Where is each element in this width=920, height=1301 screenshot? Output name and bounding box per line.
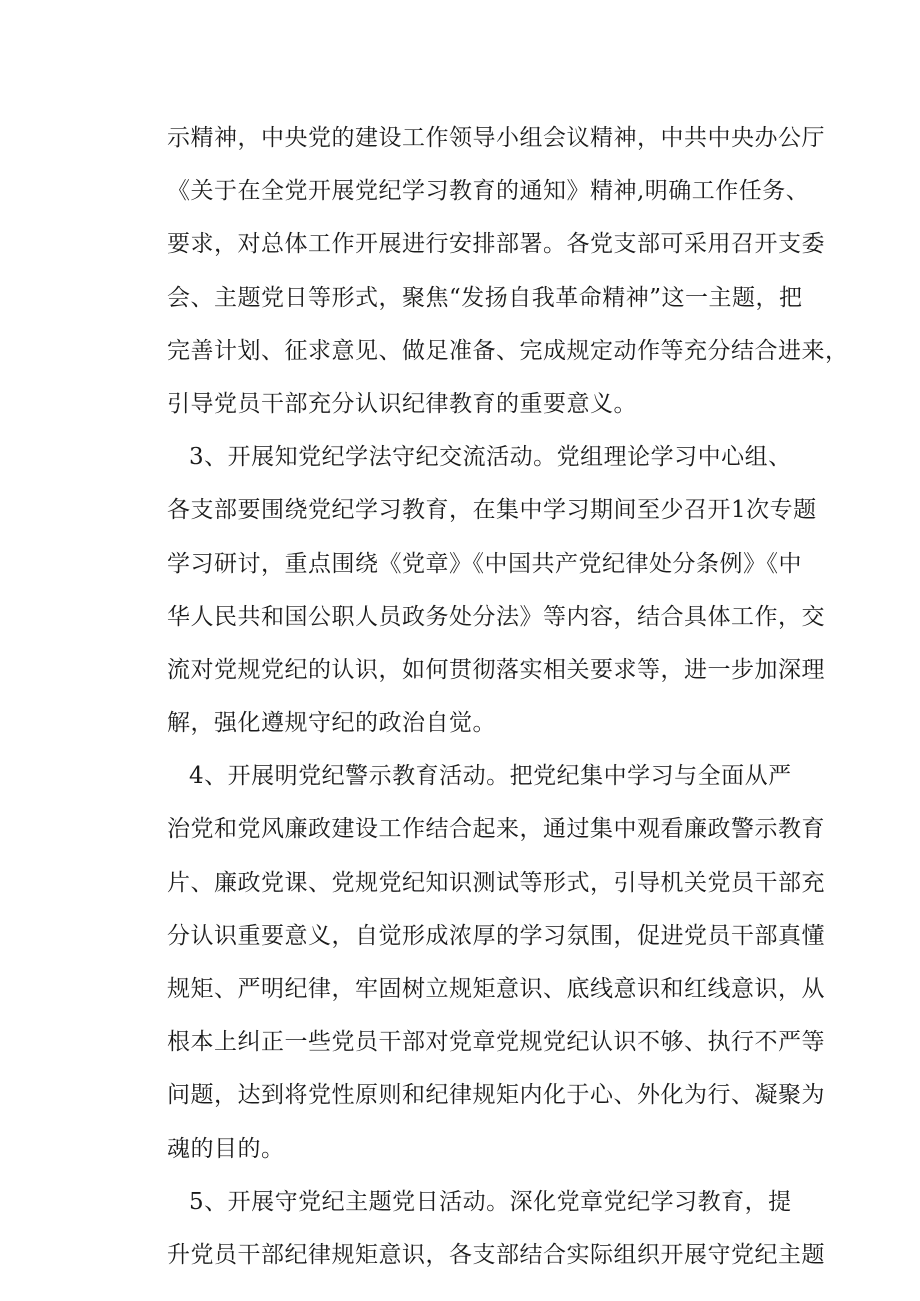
text-line: 华人民共和国公职人员政务处分法》等内容，结合具体工作，交 [167,603,825,630]
paragraph-first-line: 5、开展守党纪主题党日活动。深化党章党纪学习教育，提 [189,1188,792,1215]
text-line: 问题，达到将党性原则和纪律规矩内化于心、外化为行、凝聚为 [167,1082,825,1109]
document-body [167,112,849,1282]
paragraph-first-line: 4、开展明党纪警示教育活动。把党纪集中学习与全面从严 [189,763,792,790]
text-line: 示精神，中央党的建设工作领导小组会议精神，中共中央办公厅 [167,125,825,151]
text-line: 会、主题党日等形式，聚焦“发扬自我革命精神”这一主题，把 [167,284,803,311]
text-line: 引导党员干部充分认识纪律教育的重要意义。 [167,390,637,417]
text-line: 治党和党风廉政建设工作结合起来，通过集中观看廉政警示教育 [167,816,825,843]
text-line: 流对党规党纪的认识，如何贯彻落实相关要求等，进一步加深理 [167,656,825,683]
text-line: 分认识重要意义，自觉形成浓厚的学习氛围，促进党员干部真懂 [167,922,825,949]
text-line: 魂的目的。 [167,1135,285,1162]
text-line: 解，强化遵规守纪的政治自觉。 [167,710,496,737]
text-line: 《关于在全党开展党纪学习教育的通知》精神,明确工作任务、 [167,178,810,205]
text-line: 升党员干部纪律规矩意识，各支部结合实际组织开展守党纪主题 [167,1241,825,1268]
text-line: 完善计划、征求意见、做足准备、完成规定动作等充分结合进来， [167,337,849,364]
paragraph-first-line: 3、开展知党纪学法守纪交流活动。党组理论学习中心组、 [189,444,792,471]
text-line: 根本上纠正一些党员干部对党章党规党纪认识不够、执行不严等 [167,1029,825,1056]
text-line: 各支部要围绕党纪学习教育，在集中学习期间至少召开1次专题 [167,497,817,524]
text-line: 片、廉政党课、党规党纪知识测试等形式，引导机关党员干部充 [167,869,825,896]
text-line: 要求，对总体工作开展进行安排部署。各党支部可采用召开支委 [167,231,825,258]
text-line: 学习研讨，重点围绕《党章》《中国共产党纪律处分条例》《中 [167,550,802,577]
text-line: 规矩、严明纪律，牢固树立规矩意识、底线意识和红线意识，从 [167,976,825,1002]
